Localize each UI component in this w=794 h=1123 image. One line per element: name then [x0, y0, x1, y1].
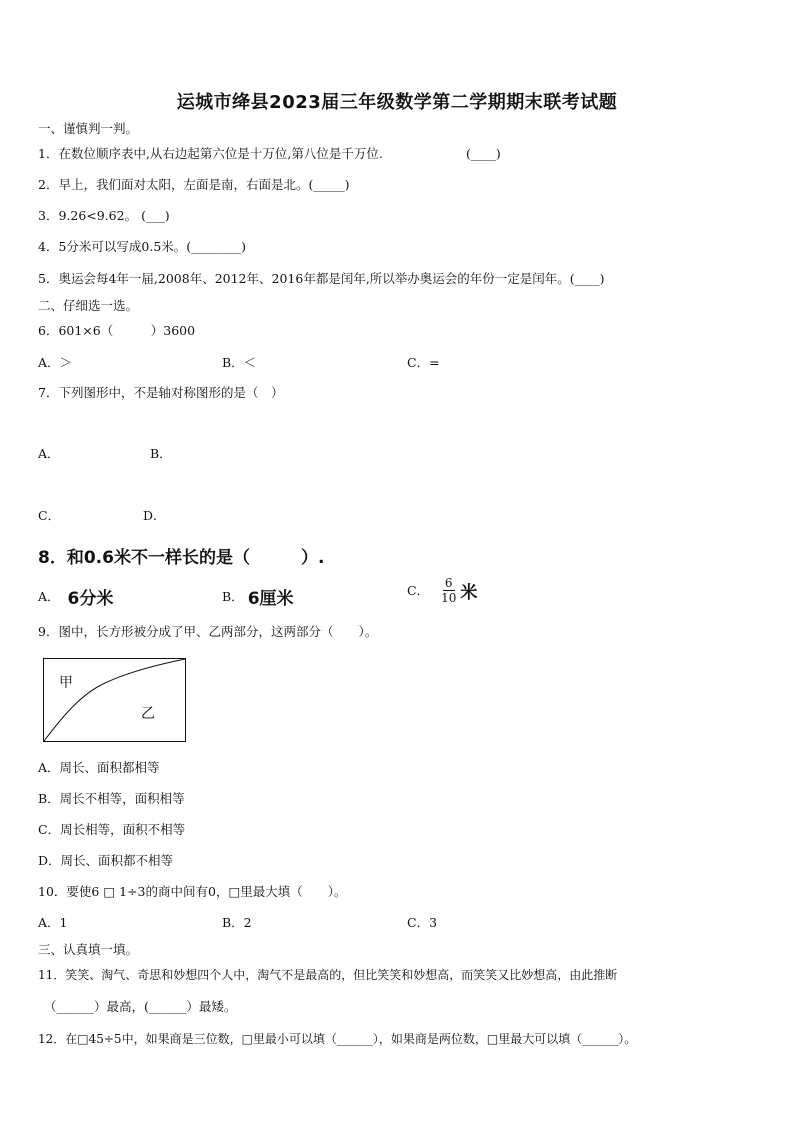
rectangle-figure [43, 658, 186, 742]
q8-option-a-label: A． [38, 588, 60, 604]
question-11-line-1: 11．笑笑、淘气、奇思和妙想四个人中，淘气不是最高的，但比笑笑和妙想高，而笑笑又比妙想高，由此推断 [38, 968, 618, 982]
question-1: 1．在数位顺序表中,从右边起第六位是十万位,第八位是千万位. [38, 146, 383, 161]
question-7: 7．下列图形中，不是轴对称图形的是（ ） [38, 385, 284, 400]
page-title: 运城市绛县2023届三年级数学第二学期期末联考试题 [176, 92, 618, 113]
section-heading-judge: 一、谨慎判一判。 [38, 121, 139, 136]
region-jia-label: 甲 [59, 675, 73, 691]
q10-option-c[interactable]: C．3 [407, 915, 438, 930]
q8-option-b-text: 6厘米 [247, 589, 294, 609]
q8-option-a-text: 6分米 [67, 589, 114, 609]
question-2: 2．早上，我们面对太阳，左面是南，右面是北。(_____) [38, 177, 350, 192]
q8-option-c-unit: 米 [460, 583, 478, 603]
q9-option-d[interactable]: D．周长、面积都不相等 [38, 853, 174, 868]
fraction-denominator: 10 [441, 591, 457, 605]
question-11-line-2: （______）最高，(______）最矮。 [44, 999, 237, 1014]
question-3: 3．9.26<9.62。 (___) [38, 208, 170, 223]
fraction [439, 576, 458, 605]
q8-option-b-label: B． [222, 588, 244, 604]
section-heading-fill: 三、认真填一填。 [38, 942, 139, 957]
answer-blank-1[interactable]: (____) [466, 146, 501, 161]
question-6: 6．601×6（ ）3600 [38, 323, 196, 338]
q7-option-a[interactable]: A． [38, 446, 60, 461]
question-8: 8．和0.6米不一样长的是（ ）. [38, 548, 325, 568]
q9-option-c[interactable]: C．周长相等，面积不相等 [38, 822, 186, 837]
question-10: 10．要使6 □ 1÷3的商中间有0，□里最大填（ ）。 [38, 884, 347, 899]
q6-option-b[interactable]: B．＜ [222, 355, 257, 370]
q8-option-c[interactable] [407, 576, 477, 605]
question-9: 9．图中，长方形被分成了甲、乙两部分，这两部分（ ）。 [38, 624, 378, 639]
q6-option-a[interactable]: A．＞ [38, 355, 73, 370]
question-12: 12．在□45÷5中，如果商是三位数，□里最小可以填（______），如果商是两位数，□里最大可以填（______）。 [38, 1032, 637, 1046]
q10-option-b[interactable]: B．2 [222, 915, 252, 930]
question-5: 5．奥运会每4年一届,2008年、2012年、2016年都是闰年,所以举办奥运会的年份一定是闰年。(____) [38, 271, 605, 286]
q6-option-c[interactable]: C．= [407, 355, 440, 370]
q8-option-c-label: C． [407, 582, 430, 598]
q7-option-b[interactable]: B． [150, 446, 172, 461]
q8-option-b[interactable] [222, 584, 294, 609]
q7-option-d[interactable]: D． [143, 508, 166, 523]
rectangle-outline [44, 659, 186, 742]
q7-option-c[interactable]: C． [38, 508, 61, 523]
q10-option-a[interactable]: A．1 [38, 915, 68, 930]
q8-option-a[interactable] [38, 584, 113, 609]
region-yi-label: 乙 [141, 706, 155, 722]
q9-option-a[interactable]: A．周长、面积都相等 [38, 760, 160, 775]
rectangle-figure-svg [43, 658, 186, 742]
section-heading-choose: 二、仔细选一选。 [38, 298, 139, 313]
q9-option-b[interactable]: B．周长不相等，面积相等 [38, 791, 185, 806]
question-4: 4．5分米可以写成0.5米。(________) [38, 239, 247, 254]
fraction-numerator: 6 [444, 576, 453, 590]
